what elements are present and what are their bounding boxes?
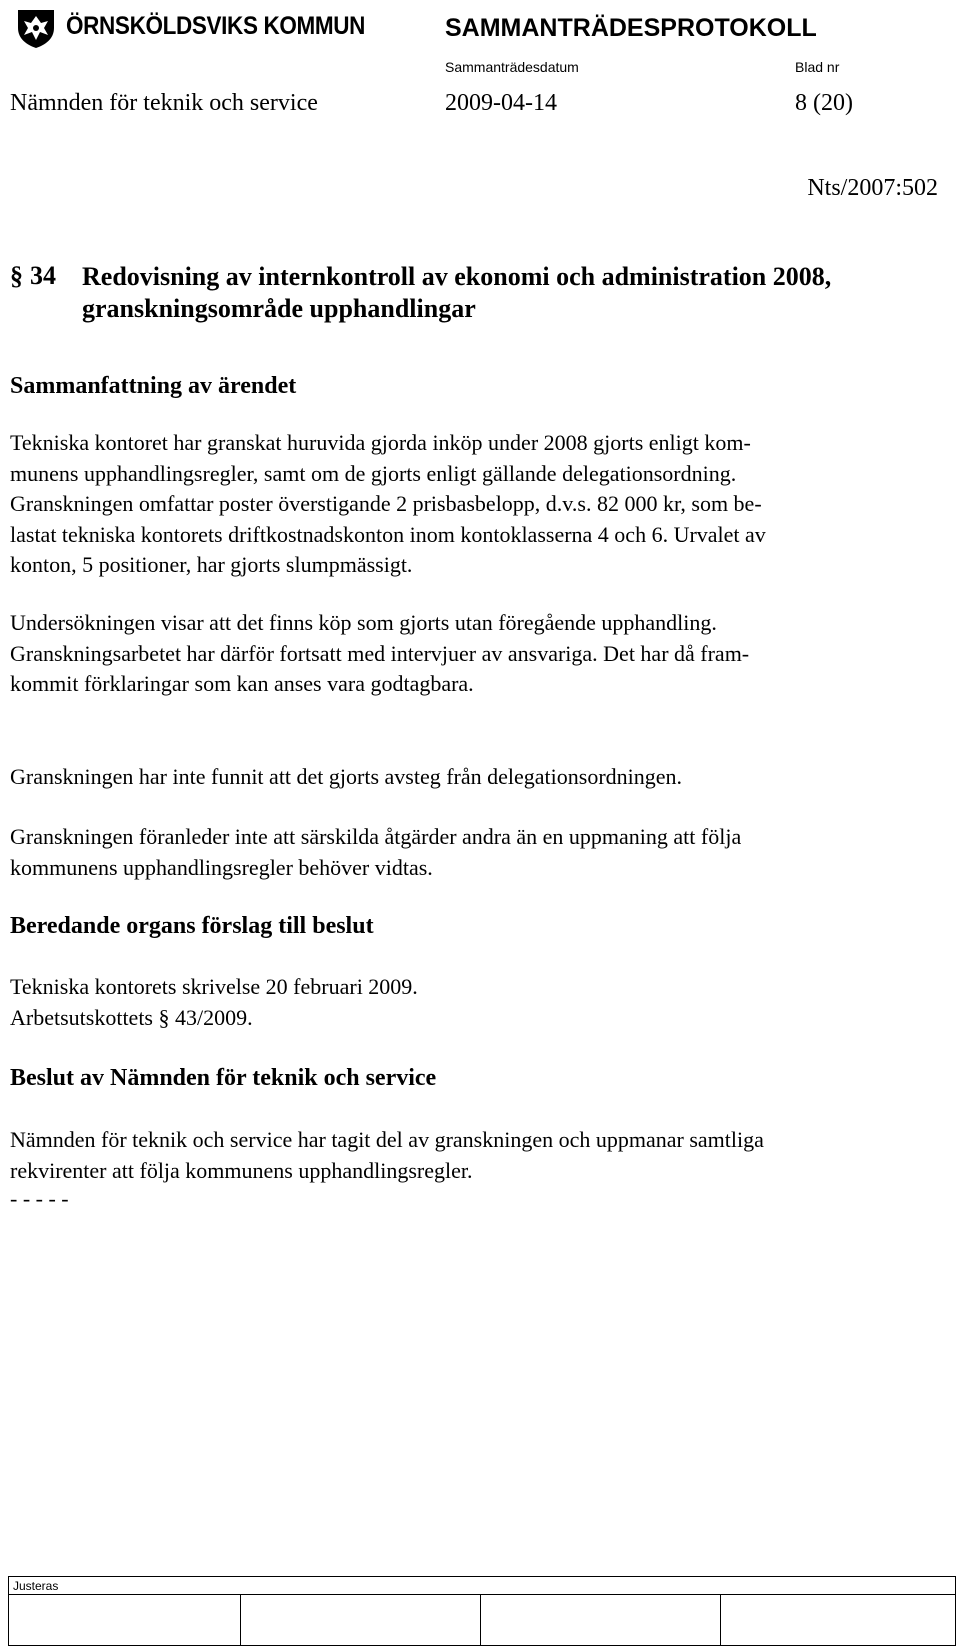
meeting-date-label: Sammanträdesdatum [445, 59, 579, 75]
summary-paragraph [10, 608, 910, 700]
text-line: Nämnden för teknik och service har tagit del av granskningen och uppmanar samtliga [10, 1127, 764, 1152]
summary-paragraph [10, 762, 910, 793]
proposal-paragraph [10, 972, 910, 1033]
proposal-heading: Beredande organs förslag till beslut [10, 913, 374, 939]
divider [9, 1594, 955, 1595]
text-line: Undersökningen visar att det finns köp som gjorts utan föregående upphandling. [10, 610, 717, 635]
document-type: SAMMANTRÄDESPROTOKOLL [445, 14, 817, 42]
text-line: lastat tekniska kontorets driftkostnadskonton inom kontoklasserna 4 och 6. Urvalet av [10, 521, 766, 547]
item-title-line: Redovisning av internkontroll av ekonomi och administration 2008, [82, 262, 832, 291]
signature-cell-divider [480, 1594, 481, 1645]
item-number: 34 [30, 261, 56, 290]
end-marker: - - - - - [10, 1186, 69, 1212]
text-line: konton, 5 positioner, har gjorts slumpmässigt. [10, 552, 413, 578]
coat-of-arms-icon [14, 6, 58, 50]
decision-heading: Beslut av Nämnden för teknik och service [10, 1065, 437, 1091]
text-line: Arbetsutskottets § 43/2009. [10, 1004, 253, 1030]
text-line: Granskningen föranleder inte att särskilda åtgärder andra än en uppmaning att följa [10, 824, 742, 849]
text-line: Granskningen omfattar poster överstigande 2 prisbasbelopp, d.v.s. 82 000 kr, som be- [10, 491, 762, 517]
page-number: 8 (20) [795, 90, 853, 116]
committee-name: Nämnden för teknik och service [10, 90, 318, 116]
item-title [82, 261, 942, 325]
text-line: Tekniska kontorets skrivelse 20 februari 2009. [10, 974, 418, 999]
page-number-label: Blad nr [795, 59, 840, 75]
signature-cell-divider [720, 1594, 721, 1645]
justeras-box [8, 1576, 956, 1646]
item-title-line: granskningsområde upphandlingar [82, 294, 476, 323]
summary-heading: Sammanfattning av ärendet [10, 373, 297, 399]
decision-paragraph [10, 1125, 910, 1212]
text-line: munens upphandlingsregler, samt om de gjorts enligt gällande delegationsordning. [10, 460, 737, 486]
meeting-date: 2009-04-14 [445, 90, 557, 116]
text-line: Granskningen har inte funnit att det gjorts avsteg från delegationsordningen. [10, 764, 683, 789]
text-line: rekvirenter att följa kommunens upphandlingsregler. [10, 1157, 473, 1183]
text-line: kommunens upphandlingsregler behöver vidtas. [10, 854, 433, 880]
summary-paragraph [10, 822, 910, 883]
summary-paragraph [10, 428, 910, 581]
organization-name: ÖRNSKÖLDSVIKS KOMMUN [66, 12, 366, 40]
text-line: Granskningsarbetet har därför fortsatt med intervjuer av ansvariga. Det har då fram- [10, 640, 750, 666]
justeras-label: Justeras [13, 1579, 59, 1593]
text-line: Tekniska kontoret har granskat huruvida gjorda inköp under 2008 gjorts enligt kom- [10, 430, 751, 455]
section-sign: § [10, 261, 23, 290]
text-line: kommit förklaringar som kan anses vara godtagbara. [10, 671, 474, 697]
signature-cell-divider [240, 1594, 241, 1645]
case-number: Nts/2007:502 [807, 175, 938, 201]
